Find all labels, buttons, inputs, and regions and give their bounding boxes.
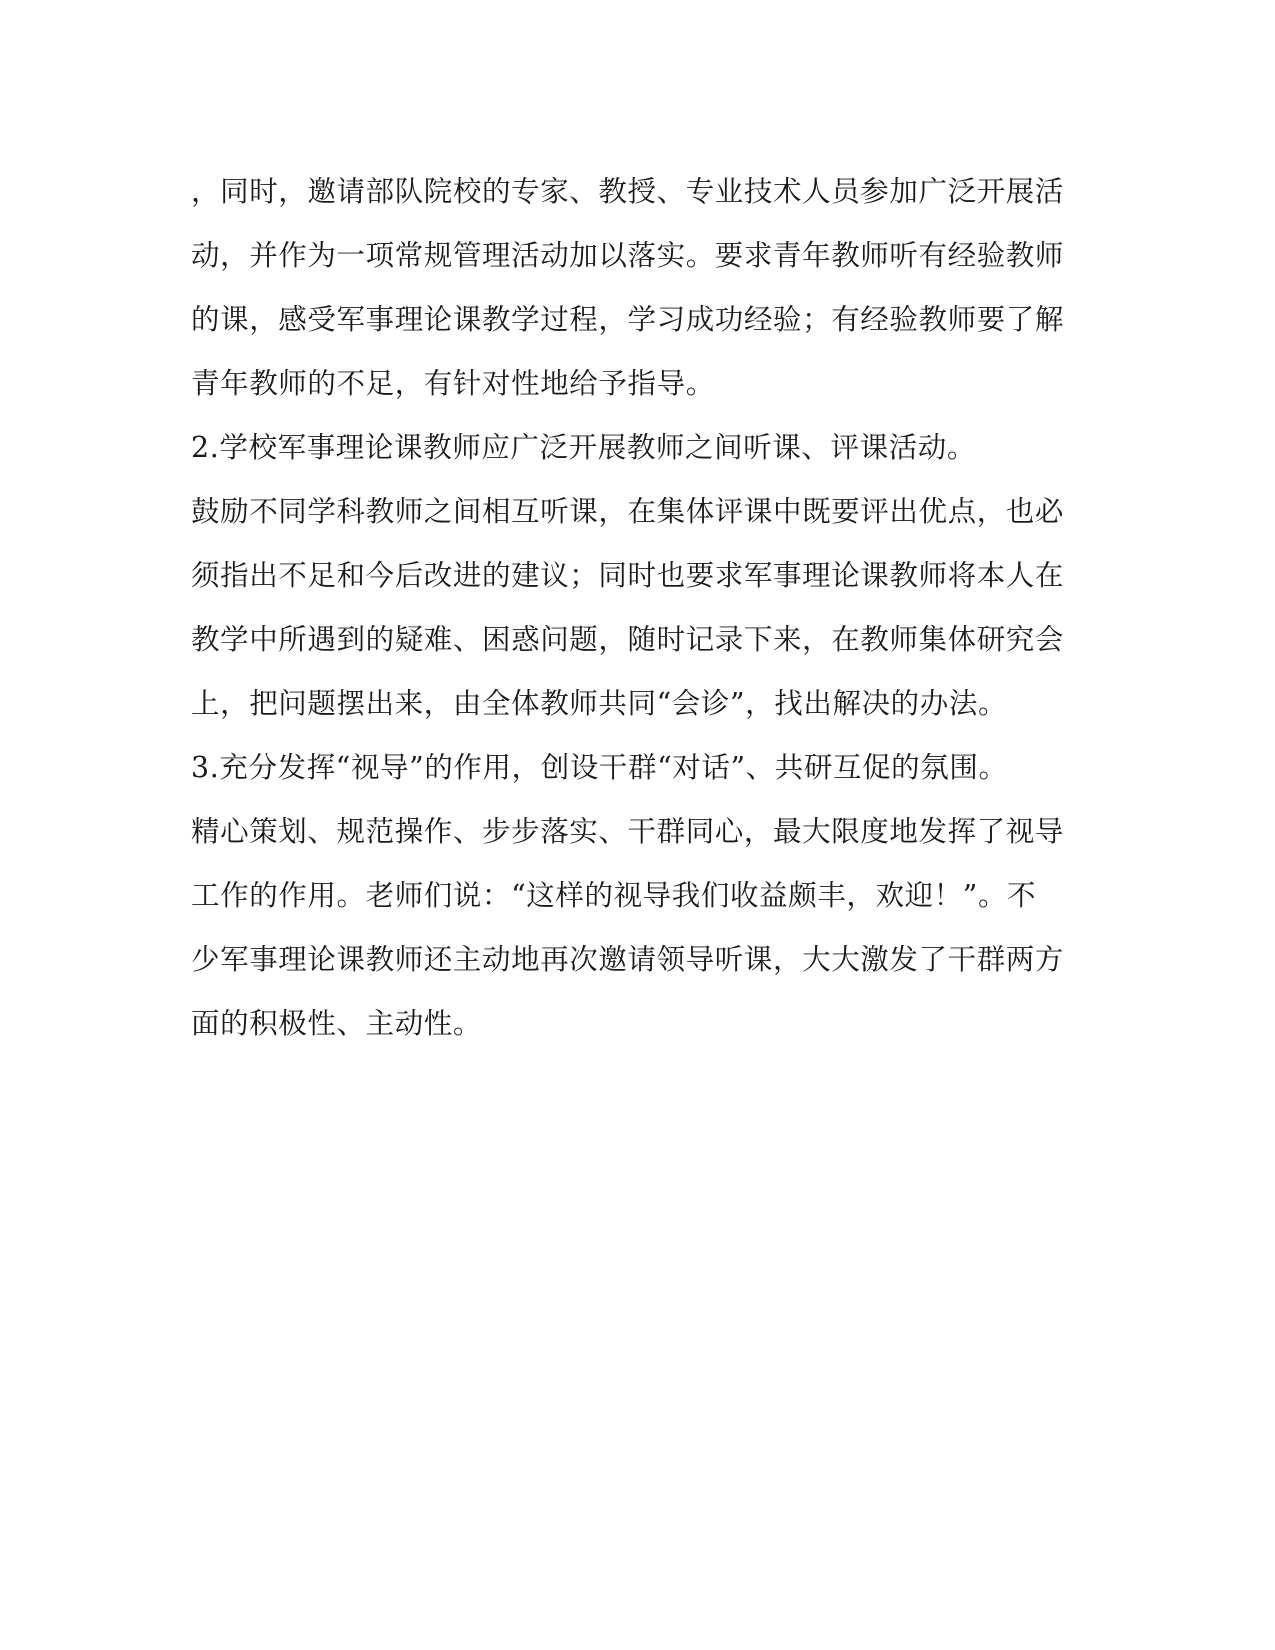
text-line: 动，并作为一项常规管理活动加以落实。要求青年教师听有经验教师: [191, 239, 1065, 272]
text-line: 上，把问题摆出来，由全体教师共同“会诊”，找出解决的办法。: [191, 687, 1008, 720]
text-line: 鼓励不同学科教师之间相互听课，在集体评课中既要评出优点，也必: [191, 495, 1065, 528]
text-line: 的课，感受军事理论课教学过程，学习成功经验；有经验教师要了解: [191, 303, 1065, 336]
text-line: 教学中所遇到的疑难、困惑问题，随时记录下来，在教师集体研究会: [191, 623, 1065, 656]
text-line: ，同时，邀请部队院校的专家、教授、专业技术人员参加广泛开展活: [191, 175, 1065, 208]
text-line: 须指出不足和今后改进的建议；同时也要求军事理论课教师将本人在: [191, 559, 1065, 592]
list-item-3-heading: 3.充分发挥“视导”的作用，创设干群“对话”、共研互促的氛围。: [191, 751, 1008, 784]
text-line: 青年教师的不足，有针对性地给予指导。: [191, 367, 715, 400]
text-line: 少军事理论课教师还主动地再次邀请领导听课，大大激发了干群两方: [191, 943, 1065, 976]
text-line: 工作的作用。老师们说：“这样的视导我们收益颇丰，欢迎！”。不: [191, 879, 1037, 912]
text-line: 面的积极性、主动性。: [191, 1007, 483, 1040]
text-line: 精心策划、规范操作、步步落实、干群同心，最大限度地发挥了视导: [191, 815, 1065, 848]
document-body: [191, 160, 1071, 1056]
list-item-2-heading: 2.学校军事理论课教师应广泛开展教师之间听课、评课活动。: [191, 431, 976, 464]
